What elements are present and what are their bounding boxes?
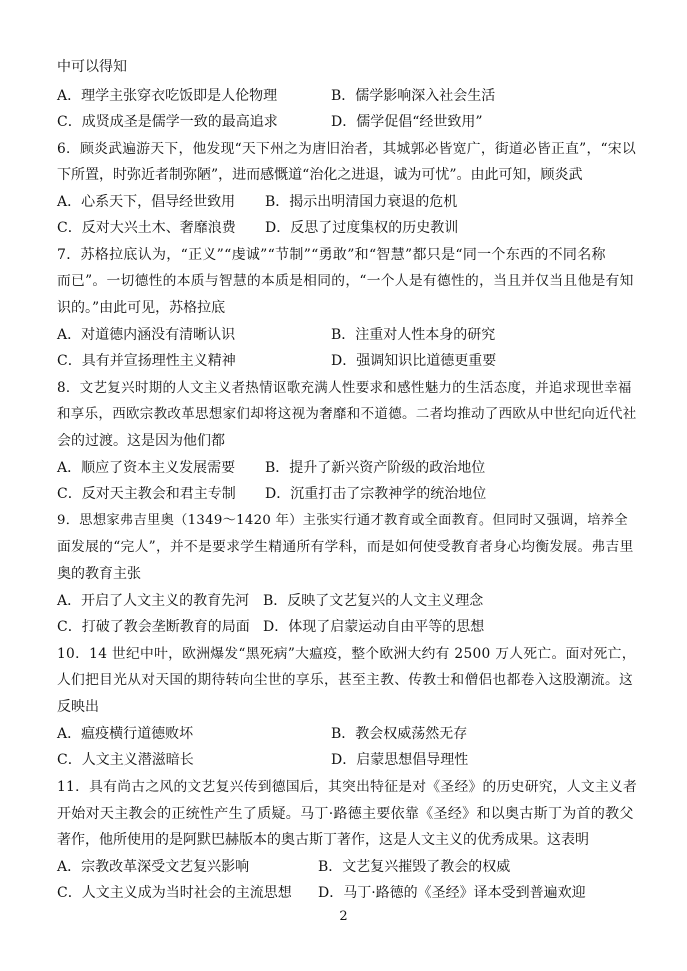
- q9-stem-line-3: 奥的教育主张: [57, 566, 141, 582]
- q11-stem-line-1: 11．具有尚古之风的文艺复兴传到德国后，其突出特征是对《圣经》的历史研究，人文主义者: [57, 779, 638, 795]
- q6-stem-line-2: 下所置，时弥近者制弥陋”，进而感慨道“治化之进退，诚为可忧”。由此可知，顾炎武: [57, 167, 583, 183]
- q11-option-b: B．文艺复兴摧毁了教会的权威: [318, 859, 511, 875]
- q7-option-d: D．强调知识比道德更重要: [331, 353, 497, 369]
- q10-stem-line-2: 人们把目光从对天国的期待转向尘世的享乐，甚至主教、传教士和僧侣也都卷入这股潮流。这: [57, 672, 634, 688]
- q9-stem-line-1: 9．思想家弗吉里奥（1349～1420 年）主张实行通才教育或全面教育。但同时又强调，培养全: [57, 513, 628, 528]
- q11-option-d: D．马丁·路德的《圣经》译本受到普遍欢迎: [318, 885, 586, 901]
- q10-option-c: C．人文主义潜滋暗长: [57, 752, 194, 768]
- page-number: 2: [339, 909, 348, 924]
- q10-option-d: D．启蒙思想倡导理性: [331, 752, 469, 768]
- q7-stem-line-1: 7．苏格拉底认为，“正义”“虔诚”“节制”“勇敢”和“智慧”都只是“同一个东西的不同名称: [57, 247, 606, 263]
- q8-option-b: B．提升了新兴资产阶级的政治地位: [265, 460, 486, 476]
- q8-option-d: D．沉重打击了宗教神学的统治地位: [265, 486, 487, 502]
- q11-option-c: C．人文主义成为当时社会的主流思想: [57, 885, 292, 901]
- q8-stem-line-1: 8．文艺复兴时期的人文主义者热情讴歌充满人性要求和感性魅力的生活态度，并追求现世幸福: [57, 380, 632, 396]
- q10-stem-line-1: 10．14 世纪中叶，欧洲爆发“黑死病”大瘟疫，整个欧洲大约有 2500 万人死亡。面对死亡，: [57, 646, 636, 662]
- q9-stem-line-2: 面发展的“完人”，并不是要求学生精通所有学科，而是如何使受教育者身心均衡发展。弗吉里: [57, 539, 634, 555]
- q11-option-a: A．宗教改革深受文艺复兴影响: [57, 859, 250, 875]
- q6-option-d: D．反思了过度集权的历史教训: [265, 220, 459, 236]
- q10-stem-line-3: 反映出: [57, 699, 99, 715]
- q7-option-b: B．注重对人性本身的研究: [331, 327, 496, 343]
- q9-option-d: D．体现了启蒙运动自由平等的思想: [263, 619, 485, 635]
- q7-stem-line-3: 识的。”由此可见，苏格拉底: [57, 300, 226, 316]
- q10-option-a: A．瘟疫横行道德败坏: [57, 726, 194, 742]
- q9-option-c: C．打破了教会垄断教育的局面: [57, 619, 250, 635]
- q6-option-a: A．心系天下，倡导经世致用: [57, 194, 236, 210]
- q10-option-b: B．教会权威荡然无存: [331, 726, 468, 742]
- q6-option-c: C．反对大兴土木、奢靡浪费: [57, 220, 236, 236]
- q9-option-b: B．反映了文艺复兴的人文主义理念: [263, 593, 484, 609]
- q8-stem-line-2: 和享乐，西欧宗教改革思想家们却将这视为奢靡和不道德。二者均推动了西欧从中世纪向近代社: [57, 406, 637, 422]
- q5-option-d: D．儒学促倡“经世致用”: [331, 114, 483, 130]
- q11-stem-line-2: 开始对天主教会的正统性产生了质疑。马丁·路德主要依靠《圣经》和以奥古斯丁为首的教父: [57, 806, 634, 822]
- q8-option-c: C．反对天主教会和君主专制: [57, 486, 236, 502]
- q8-stem-line-3: 会的过渡。这是因为他们都: [57, 433, 225, 449]
- q5-option-c: C．成贤成圣是儒学一致的最高追求: [57, 114, 278, 130]
- q5-stem-tail: 中可以得知: [57, 59, 127, 75]
- q11-stem-line-3: 著作，他所使用的是阿默巴赫版本的奥古斯丁著作，这是人文主义的优秀成果。这表明: [57, 832, 589, 848]
- q7-stem-line-2: 而已”。一切德性的本质与智慧的本质是相同的，“一个人是有德性的，当且并仅当且他是有知: [57, 273, 634, 289]
- q8-option-a: A．顺应了资本主义发展需要: [57, 460, 236, 476]
- q7-option-a: A．对道德内涵没有清晰认识: [57, 327, 236, 343]
- q7-option-c: C．具有并宣扬理性主义精神: [57, 353, 236, 369]
- q6-stem-line-1: 6．顾炎武遍游天下，他发现“天下州之为唐旧治者，其城郭必皆宽广，街道必皆正直”，“宋以: [57, 141, 636, 157]
- q9-option-a: A．开启了人文主义的教育先河: [57, 593, 250, 609]
- q5-option-a: A．理学主张穿衣吃饭即是人伦物理: [57, 88, 278, 104]
- q5-option-b: B．儒学影响深入社会生活: [331, 88, 496, 104]
- q6-option-b: B．揭示出明清国力衰退的危机: [265, 194, 458, 210]
